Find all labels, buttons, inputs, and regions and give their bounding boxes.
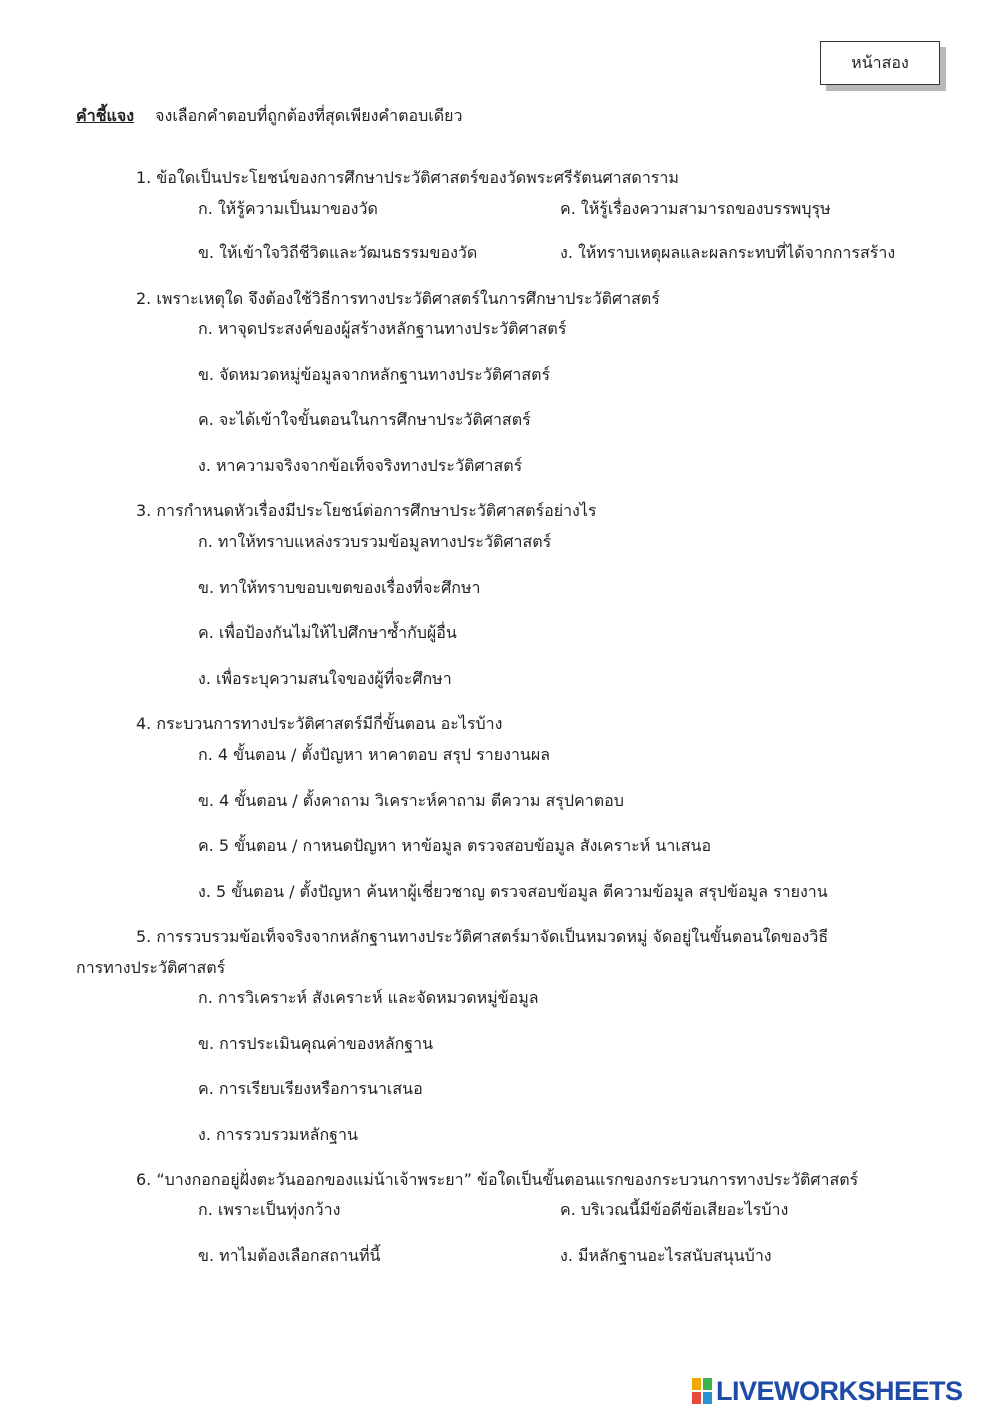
- question-3: 3. การกำหนดหัวเรื่องมีประโยชน์ต่อการศึกษาประวัติศาสตร์อย่างไร: [136, 501, 597, 520]
- page-label: หน้าสอง: [851, 52, 909, 72]
- question-2: 2. เพราะเหตุใด จึงต้องใช้วิธีการทางประวัติศาสตร์ในการศึกษาประวัติศาสตร์: [136, 289, 660, 308]
- q6-option-d[interactable]: ง. มีหลักฐานอะไรสนับสนุนบ้าง: [560, 1246, 772, 1265]
- q5-option-b[interactable]: ข. การประเมินคุณค่าของหลักฐาน: [198, 1034, 434, 1053]
- q1-option-d[interactable]: ง. ให้ทราบเหตุผลและผลกระทบที่ได้จากการสร้าง: [560, 243, 896, 262]
- q3-option-c[interactable]: ค. เพื่อป้องกันไม่ให้ไปศึกษาซ้ำกับผู้อื่น: [198, 623, 457, 642]
- q2-option-d[interactable]: ง. หาความจริงจากข้อเท็จจริงทางประวัติศาสตร์: [198, 456, 523, 475]
- liveworksheets-brand[interactable]: [692, 1376, 963, 1406]
- q6-option-c[interactable]: ค. บริเวณนี้มีข้อดีข้อเสียอะไรบ้าง: [560, 1200, 789, 1219]
- question-1: 1. ข้อใดเป็นประโยชน์ของการศึกษาประวัติศาสตร์ของวัดพระศรีรัตนศาสดาราม: [136, 168, 679, 187]
- instructions-text: จงเลือกคำตอบที่ถูกต้องที่สุดเพียงคำตอบเดียว: [155, 106, 463, 125]
- q4-option-d[interactable]: ง. 5 ขั้นตอน / ตั้งปัญหา ค้นหาผู้เชี่ยวชาญ ตรวจสอบข้อมูล ตีความข้อมูล สรุปข้อมูล รายงาน: [198, 882, 828, 901]
- q5-option-a[interactable]: ก. การวิเคราะห์ สังเคราะห์ และจัดหมวดหมู่ข้อมูล: [198, 988, 539, 1007]
- q3-option-d[interactable]: ง. เพื่อระบุความสนใจของผู้ที่จะศึกษา: [198, 669, 452, 688]
- brand-text: LIVEWORKSHEETS: [716, 1375, 963, 1406]
- question-6: 6. “บางกอกอยู่ฝั่งตะวันออกของแม่น้าเจ้าพระยา” ข้อใดเป็นขั้นตอนแรกของกระบวนการทางประวัติศาสตร์: [136, 1170, 859, 1189]
- q6-option-a[interactable]: ก. เพราะเป็นทุ่งกว้าง: [198, 1200, 341, 1219]
- q2-option-c[interactable]: ค. จะได้เข้าใจขั้นตอนในการศึกษาประวัติศาสตร์: [198, 410, 531, 429]
- q3-option-b[interactable]: ข. ทาให้ทราบขอบเขตของเรื่องที่จะศึกษา: [198, 578, 481, 597]
- q4-option-a[interactable]: ก. 4 ขั้นตอน / ตั้งปัญหา หาคาตอบ สรุป รายงานผล: [198, 745, 551, 764]
- instructions: [76, 104, 462, 129]
- liveworksheets-logo-icon: [692, 1378, 712, 1404]
- q2-option-b[interactable]: ข. จัดหมวดหมู่ข้อมูลจากหลักฐานทางประวัติศาสตร์: [198, 365, 551, 384]
- q3-option-a[interactable]: ก. ทาให้ทราบแหล่งรวบรวมข้อมูลทางประวัติศาสตร์: [198, 532, 552, 551]
- q2-option-a[interactable]: ก. หาจุดประสงค์ของผู้สร้างหลักฐานทางประวัติศาสตร์: [198, 319, 567, 338]
- q6-option-b[interactable]: ข. ทาไมต้องเลือกสถานที่นี้: [198, 1246, 381, 1265]
- page-label-box: [820, 41, 940, 85]
- q5-option-d[interactable]: ง. การรวบรวมหลักฐาน: [198, 1125, 358, 1144]
- instructions-label: คำชี้แจง: [76, 106, 135, 125]
- q5-option-c[interactable]: ค. การเรียบเรียงหรือการนาเสนอ: [198, 1079, 423, 1098]
- q1-option-b[interactable]: ข. ให้เข้าใจวิถีชีวิตและวัฒนธรรมของวัด: [198, 243, 478, 262]
- q4-option-c[interactable]: ค. 5 ขั้นตอน / กาหนดปัญหา หาข้อมูล ตรวจสอบข้อมูล สังเคราะห์ นาเสนอ: [198, 836, 712, 855]
- question-4: 4. กระบวนการทางประวัติศาสตร์มีกี่ขั้นตอน อะไรบ้าง: [136, 714, 503, 733]
- q1-option-c[interactable]: ค. ให้รู้เรื่องความสามารถของบรรพบุรุษ: [560, 199, 831, 218]
- question-5: 5. การรวบรวมข้อเท็จจริงจากหลักฐานทางประวัติศาสตร์มาจัดเป็นหมวดหมู่ จัดอยู่ในขั้นตอนใดของวิธีการทางประวัติศาสตร์: [76, 927, 829, 977]
- q1-option-a[interactable]: ก. ให้รู้ความเป็นมาของวัด: [198, 199, 378, 218]
- q4-option-b[interactable]: ข. 4 ขั้นตอน / ตั้งคาถาม วิเคราะห์คาถาม ตีความ สรุปคาตอบ: [198, 791, 624, 810]
